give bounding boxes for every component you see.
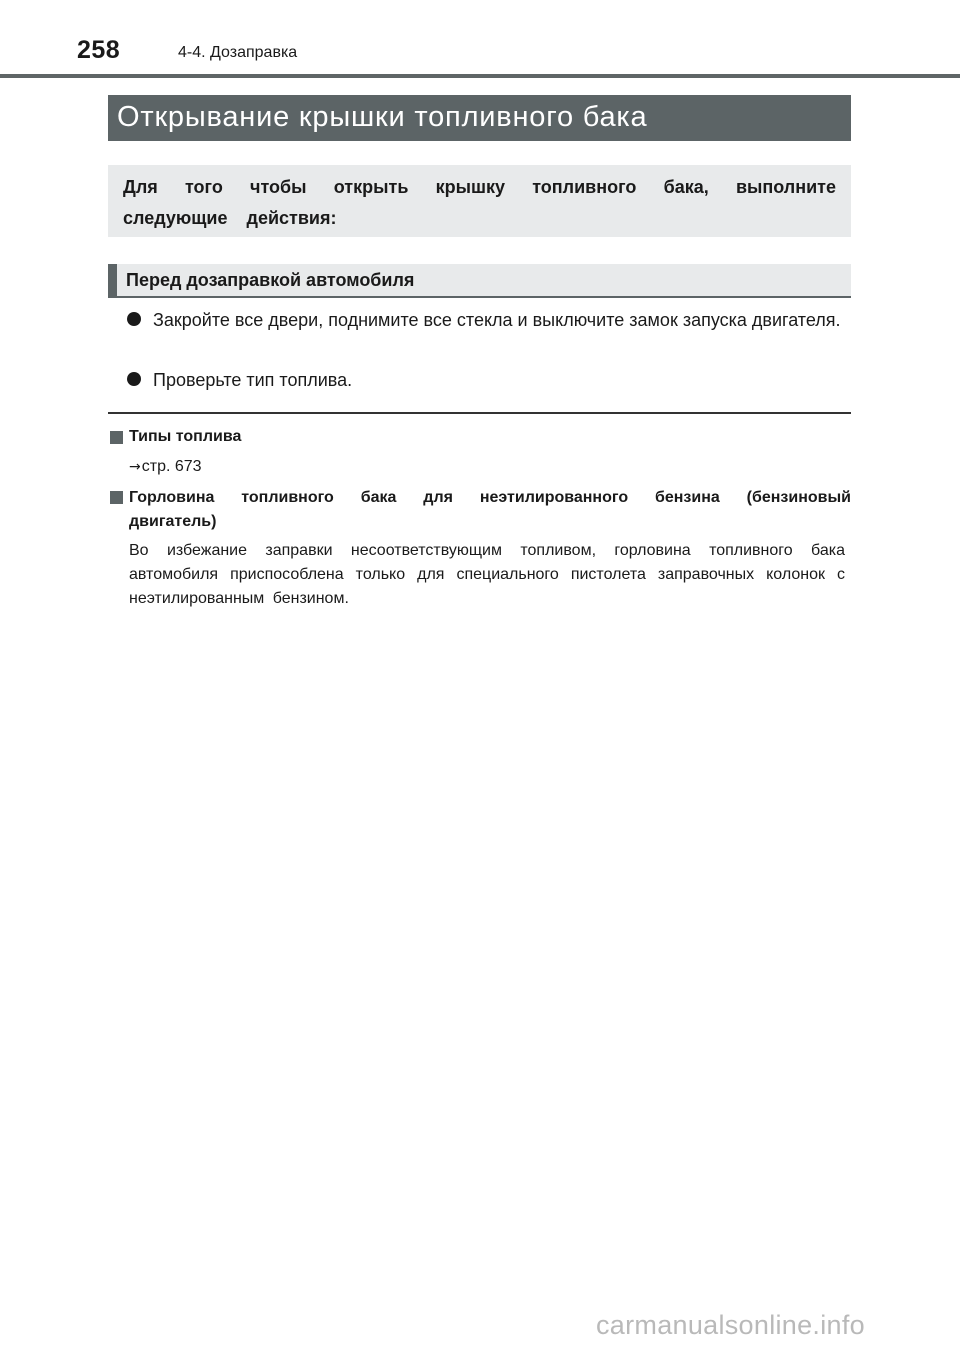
- list-item-text: Закройте все двери, поднимите все стекла и выключите замок запуска двигателя.: [153, 310, 841, 330]
- intro-text: Для того чтобы открыть крышку топливного бака, выполните следующие действия:: [123, 177, 836, 228]
- note-reference: [129, 455, 202, 479]
- section-breadcrumb: 4-4. Дозаправка: [178, 44, 298, 61]
- page-reference-link[interactable]: стр. 673: [141, 458, 202, 475]
- square-bullet-icon: [110, 491, 123, 504]
- title-bar: [108, 95, 851, 141]
- square-bullet-icon: [110, 431, 123, 444]
- section-divider: [108, 412, 851, 414]
- header-rule: [0, 74, 960, 78]
- bullet-icon: [127, 372, 141, 386]
- page-title: Открывание крышки топливного бака: [117, 101, 648, 133]
- before-refuel-heading: Перед дозаправкой автомобиля: [126, 270, 415, 290]
- arrow-right-icon: →: [129, 459, 141, 475]
- page-header: [0, 0, 960, 80]
- note-heading-fuel-types: Типы топлива: [129, 428, 242, 445]
- page-number: 258: [77, 36, 121, 64]
- list-item-text: Проверьте тип топлива.: [153, 370, 353, 390]
- bullet-icon: [127, 312, 141, 326]
- note-body-filler-neck: Во избежание заправки несоответствующим топливом, горловина топливного бака автомобиля приспособлена только для специального пистолета заправочных колонок с неэтилированным бензином.: [129, 542, 845, 607]
- before-refuel-heading-box: [108, 264, 851, 298]
- note-heading-filler-neck: Горловина топливного бака для неэтилированного бензина (бензиновый двигатель): [129, 489, 851, 530]
- heading-accent-bar: [108, 264, 117, 296]
- watermark-text: carmanualsonline.info: [596, 1310, 865, 1340]
- intro-box: [108, 165, 851, 237]
